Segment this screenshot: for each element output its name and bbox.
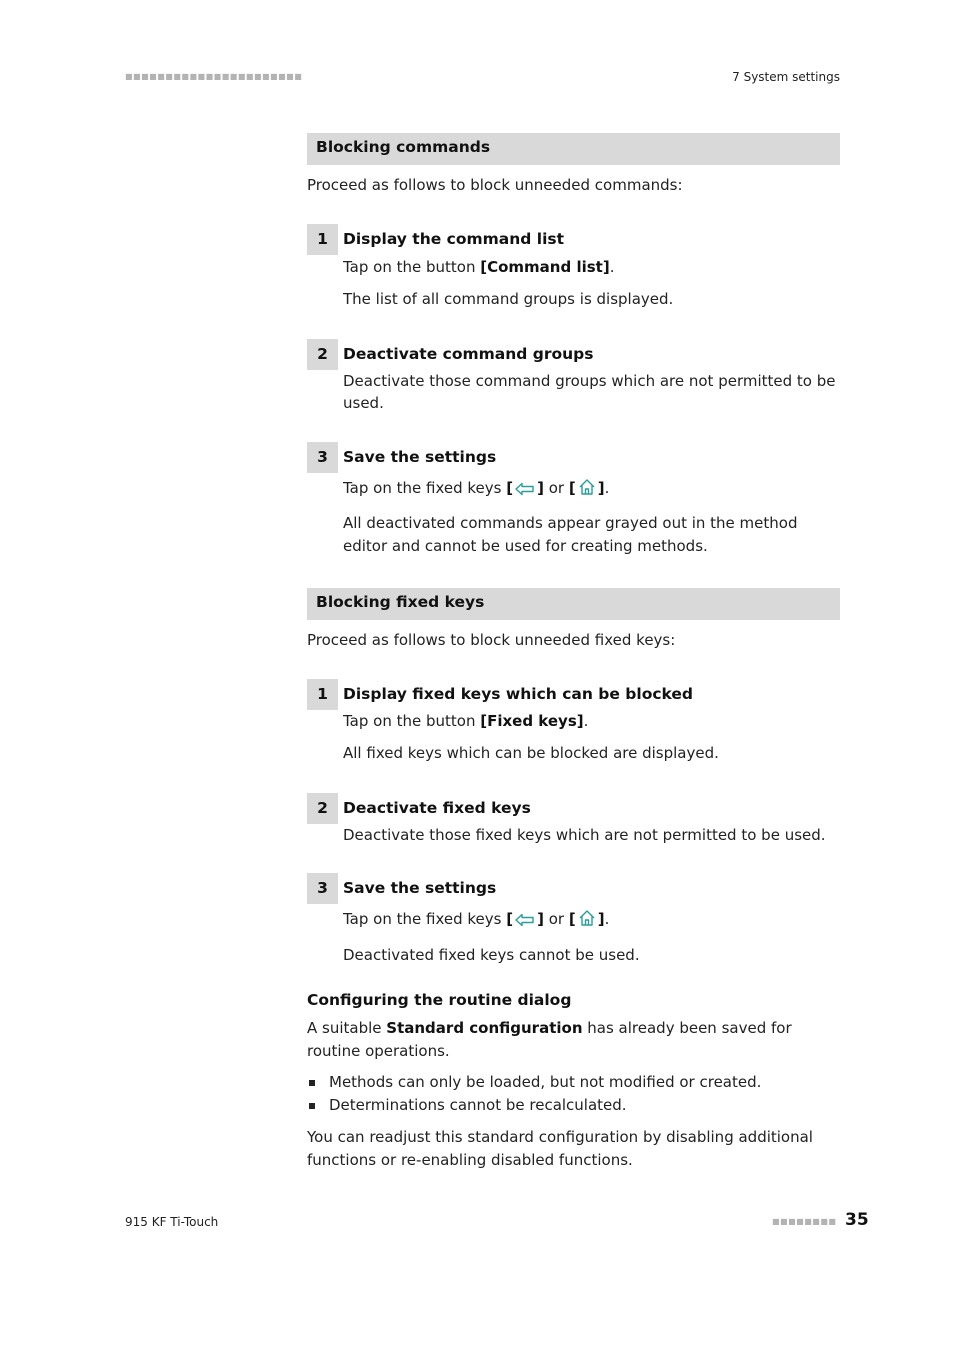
bullet-list <box>307 1071 840 1117</box>
step-text: Tap on the fixed keys [ ] or [ ]. <box>343 908 840 934</box>
step-title: Display the command list <box>343 229 565 248</box>
step-title: Deactivate command groups <box>343 344 594 363</box>
back-arrow-icon <box>515 480 535 503</box>
list-item: Methods can only be loaded, but not modified or created. <box>307 1071 840 1094</box>
step-number: 1 <box>307 679 338 710</box>
step-text: Deactivate those fixed keys which are not permitted to be used. <box>343 825 826 844</box>
step-number: 2 <box>307 339 338 370</box>
step-3 <box>307 873 840 966</box>
step-number: 3 <box>307 442 338 473</box>
section-heading-blocking-fixed-keys: Blocking fixed keys <box>307 588 840 620</box>
button-reference: [Fixed keys] <box>480 711 584 730</box>
step-number: 2 <box>307 793 338 824</box>
step-number: 1 <box>307 224 338 255</box>
subsection-heading: Configuring the routine dialog <box>307 991 572 1009</box>
page-content <box>307 133 840 1171</box>
step-number: 3 <box>307 873 338 904</box>
routine-paragraph: A suitable Standard configuration has already been saved for routine operations. <box>307 1019 792 1060</box>
section-intro: Proceed as follows to block unneeded commands: <box>307 176 683 194</box>
home-icon <box>578 909 596 934</box>
section-intro: Proceed as follows to block unneeded fixed keys: <box>307 631 676 649</box>
step-2 <box>307 339 840 415</box>
routine-note: You can readjust this standard configuration by disabling additional functions or re-enabling disabled functions. <box>307 1128 813 1169</box>
step-1 <box>307 224 840 311</box>
step-title: Deactivate fixed keys <box>343 798 531 817</box>
section-heading-blocking-commands: Blocking commands <box>307 133 840 165</box>
step-result: Deactivated fixed keys cannot be used. <box>343 945 640 964</box>
header-decoration: ■■■■■■■■■■■■■■■■■■■■■■ <box>125 72 303 81</box>
home-icon <box>578 478 596 503</box>
button-reference: [Command list] <box>480 257 610 276</box>
step-text: Tap on the button [Fixed keys]. <box>343 711 589 730</box>
back-arrow-icon <box>515 911 535 934</box>
footer-decoration: ■■■■■■■■ <box>772 1217 837 1226</box>
step-result: All fixed keys which can be blocked are displayed. <box>343 744 719 762</box>
step-result: All deactivated commands appear grayed out in the method editor and cannot be used for creating methods. <box>343 514 798 555</box>
step-2 <box>307 793 840 847</box>
step-1 <box>307 679 840 765</box>
page-number: 35 <box>845 1210 869 1230</box>
footer-product: 915 KF Ti-Touch <box>125 1215 219 1229</box>
step-result: The list of all command groups is displayed. <box>343 290 674 308</box>
list-item: Determinations cannot be recalculated. <box>307 1094 840 1117</box>
step-3 <box>307 442 840 558</box>
step-text: Tap on the button [Command list]. <box>343 257 615 276</box>
chapter-title: 7 System settings <box>732 70 840 84</box>
step-title: Save the settings <box>343 879 497 897</box>
step-title: Save the settings <box>343 447 497 466</box>
step-text: Deactivate those command groups which are not permitted to be used. <box>343 371 836 412</box>
step-text: Tap on the fixed keys [ ] or [ ]. <box>343 477 840 503</box>
step-title: Display fixed keys which can be blocked <box>343 684 694 703</box>
